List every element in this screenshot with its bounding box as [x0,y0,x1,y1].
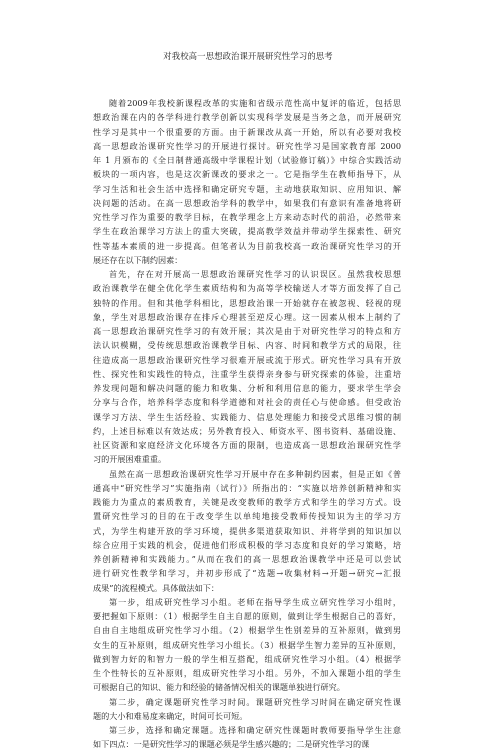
document-title: 对我校高一思想政治课开展研究性学习的思考 [163,51,333,61]
text-line: 综合应用于实践的机会，促进他们形成积极的学习态度和良好的学习策略，培 [93,539,401,550]
text-line: 随着2009年我校新课程改革的实施和省级示范性高中复评的临近，包括思 [109,98,401,108]
text-line: 独特的作用。但和其他学科相比，思想政治课一开始就存在被忽视、轻视的现 [93,297,401,308]
text-line: 高一思想政治课研究性学习的有效开展；其次是由于对研究性学习的特点和方 [93,326,401,336]
text-line: 通高中“研究性学习”实施指南（试行）》所指出的：“实施以培养创新精神和实 [93,482,401,493]
text-line: 象，学生对思想政治课存在排斥心理甚至逆反心理。这一因素从根本上制约了 [93,311,401,322]
text-line: 展还存在以下制约因素： [93,254,183,265]
text-line: 往造成高一思想政治课研究性学习很难开展或流于形式。研究性学习具有开放 [93,354,401,365]
text-line: 要把握如下原则：（1）根据学生自主自愿的原则，做到让学生根据自己的喜好， [93,611,401,621]
text-line: 想政治课在内的各学科进行教学创新以实现科学发展是当务之急，而开展研究 [93,112,401,123]
text-line: 性等基本素质的进一步提高。但笔者认为目前我校高一政治课研究性学习的开 [93,240,401,251]
text-line: 养发现问题和解决问题的能力和收集、分析和利用信息的能力，要求学生学会 [93,383,401,393]
document-body [93,96,401,752]
text-line: 女生的互补原则，组成研究性学习小组长。（3）根据学生智力差异的互补原则， [93,639,401,650]
text-line: 课学习方法、学生生活经验、实践能力、信息处理能力和接受式思维习惯的制 [93,411,401,422]
text-line: 题的大小和难易度来确定，时间可长可短。 [93,710,248,721]
paragraph [93,467,401,595]
text-line: 性、探究性和实践性的特点，注重学生获得亲身参与研究探索的体验，注重培 [93,368,401,379]
text-line: 分享与合作，培养科学态度和科学道德和对社会的责任心与使命感。但受政治 [93,397,401,408]
text-line: 做到智力好的和智力一般的学生相互搭配，组成研究性学习小组。（4）根据学 [93,653,401,664]
text-line: 究性学习作为重要的教学目标，在教学理念上方来动态时代的前沿，必然带来 [93,212,401,222]
text-line: 第一步，组成研究性学习小组。老师在指导学生成立研究性学习小组时， [109,596,401,607]
text-line: 学习生活和社会生活中选择和确定研究专题，主动地获取知识、应用知识、解 [93,183,401,194]
paragraph [93,267,401,467]
text-line: 约，上述目标难以有效达成；另外教育投入、师资水平、图书资料、基础设施、 [93,425,401,436]
text-line: 成果”的流程模式。具体做法如下： [93,582,220,593]
text-line: 习的开展困难重重。 [93,454,167,465]
text-line: 如下四点：一是研究性学习的课题必须是学生感兴趣的；二是研究性学习的课 [93,739,370,750]
text-line: 第三步，选择和确定课题。选择和确定研究性课题时教师要指导学生注意 [109,725,401,735]
paragraph [93,695,401,724]
text-line: 年 1 月颁布的《全日制普通高级中学课程计划（试验修订稿）》中综合实践活动 [93,155,401,165]
text-line: 式，为学生构建开放的学习环境，提供多渠道获取知识、并将学到的知识加以 [93,525,401,536]
text-line: 决问题的活动。在高一思想政治学科的教学中，如果我们有意识有准备地将研 [93,197,401,208]
text-line: 自由自主地组成研究性学习小组。（2）根据学生性别差异的互补原则，做到男 [93,625,401,636]
text-line: 性学习是其中一个很重要的方面。由于新课改从高一开始，所以有必要对我校 [93,126,401,137]
text-line: 生个性特长的互补原则，组成研究性学习小组。另外，不加入课题小组的学生 [93,668,401,678]
text-line: 高一思想政治课研究性学习的开展进行探讨。研究性学习是国家教育部 2000 [93,140,401,151]
text-line: 法认识模糊，受传统思想政治课教学目标、内容、时间和教学方式的局限，往 [93,340,401,351]
paragraph [93,96,401,267]
text-line: 践能力为重点的素质教育，关键是改变教师的教学方式和学生的学习方式。设 [93,497,401,507]
text-line: 社区资源和家庭经济文化环境各方面的限制，也造成高一思想政治课研究性学 [93,440,401,450]
text-line: 可根据自己的知识、能力和经验的储备情况相关的课题单独进行研究。 [93,682,345,693]
paragraph [93,723,401,752]
text-line: 板块的一项内容，也是这次新课改的要求之一。它是指学生在教师指导下，从 [93,169,401,180]
text-line: 进行研究性教学和学习，并初步形成了“选题→收集材料→开题→研究→汇报 [93,568,401,579]
text-line: 学生在政治课学习方法上的重大突破，提高教学效益并带动学生探索性、研究 [93,226,401,237]
text-line: 第二步，确定课题研究性学习时间。课题研究性学习时间在确定研究性课 [109,696,401,707]
text-line: 虽然在高一思想政治课研究性学习开展中存在多种制约因素，但是正如《普 [109,468,401,479]
text-line: 首先，存在对开展高一思想政治课研究性学习的认识误区。虽然我校思想 [109,269,401,279]
text-line: 置研究性学习的目的在于改变学生以单纯地接受教师传授知识为主的学习方 [93,511,401,522]
paragraph [93,595,401,695]
text-line: 政治课教学在健全优化学生素质结构和为高等学校输送人才等方面发挥了自己 [93,283,401,294]
text-line: 养创新精神和实践能力。”从而在我们的高一思想政治课教学中还是可以尝试 [93,554,401,564]
